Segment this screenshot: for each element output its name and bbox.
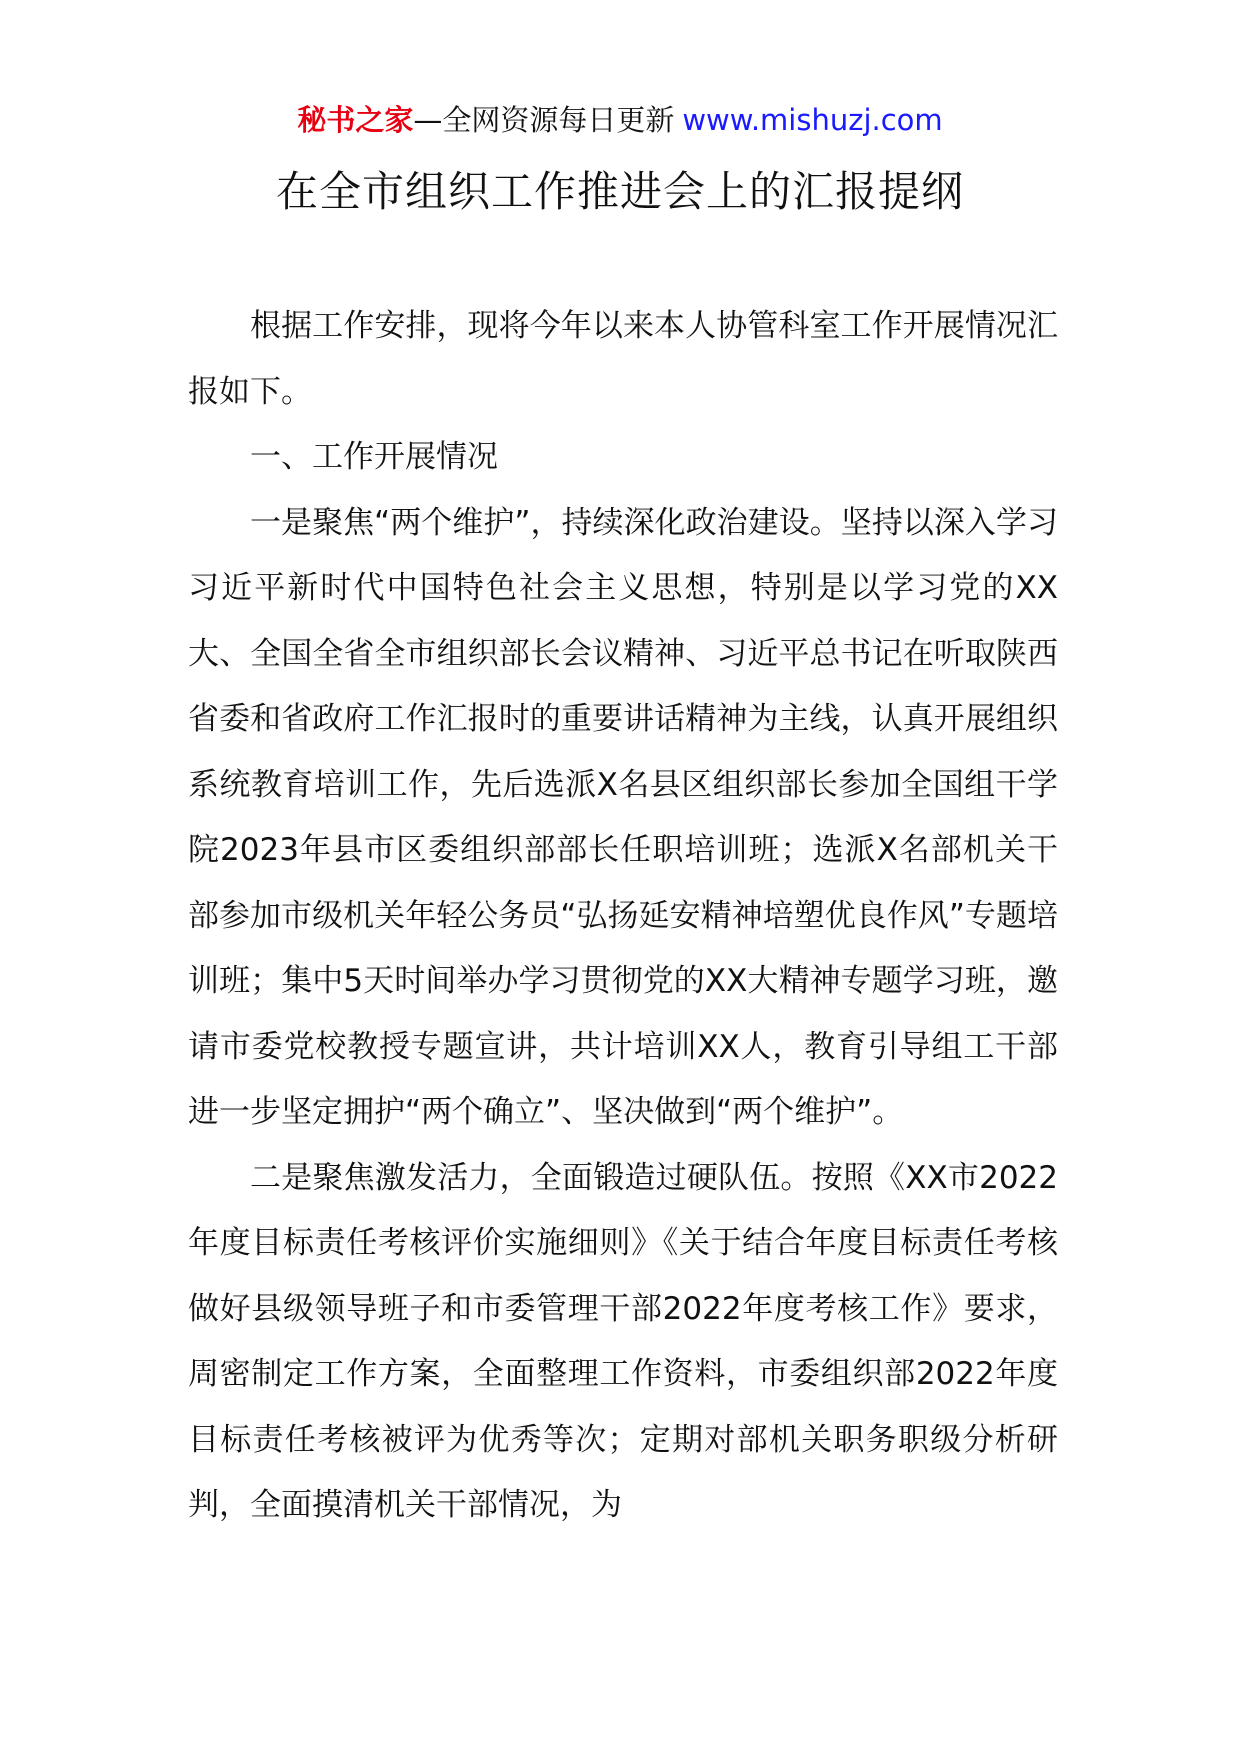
body-paragraph: 一是聚焦“两个维护”，持续深化政治建设。坚持以深入学习习近平新时代中国特色社会主义思想，特别是以学习党的XX大、全国全省全市组织部长会议精神、习近平总书记在听取陕西省委和省政府工作汇报时的重要讲话精神为主线，认真开展组织系统教育培训工作，先后选派X名县区组织部长参加全国组干学院2023年县市区委组织部部长任职培训班；选派X名部机关干部参加市级机关年轻公务员“弘扬延安精神培塑优良作风”专题培训班；集中5天时间举办学习贯彻党的XX大精神专题学习班，邀请市委党校教授专题宣讲，共计培训XX人，教育引导组工干部进一步坚定拥护“两个确立”、坚决做到“两个维护”。 (188, 504, 1058, 1130)
site-url-link[interactable]: www.mishuzj.com (682, 103, 943, 137)
banner-slogan: —全网资源每日更新 (413, 103, 675, 137)
body-paragraph: 二是聚焦激发活力，全面锻造过硬队伍。按照《XX市2022年度目标责任考核评价实施细则》《关于结合年度目标责任考核做好县级领导班子和市委管理干部2022年度考核工作》要求，周密制定工作方案，全面整理工作资料，市委组织部2022年度目标责任考核被评为优秀等次；定期对部机关职务职级分析研判，全面摸清机关干部情况，为 (188, 1159, 1058, 1523)
document-title: 在全市组织工作推进会上的汇报提纲 (275, 167, 964, 216)
intro-paragraph: 根据工作安排，现将今年以来本人协管科室工作开展情况汇报如下。 (188, 308, 1058, 410)
site-banner (0, 100, 1240, 140)
brand-name: 秘书之家 (297, 103, 414, 137)
document-body (188, 294, 1058, 1539)
section-heading: 一、工作开展情况 (250, 439, 498, 475)
